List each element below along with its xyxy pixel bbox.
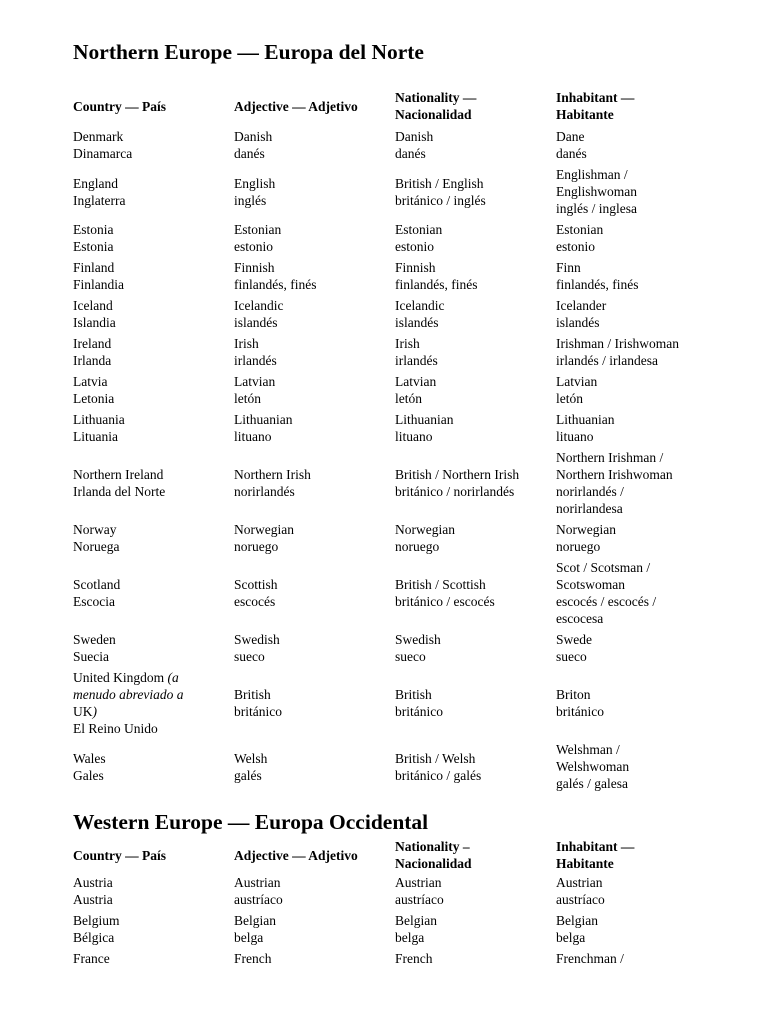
country-line: Austria [73, 892, 113, 907]
country-line: Austria [73, 875, 113, 890]
country-line: Scotland [73, 577, 121, 592]
table-header-row [73, 838, 753, 872]
nationality-line: Austrian [395, 875, 442, 890]
inhabitant-line: Frenchman / [556, 951, 624, 966]
cell-nationality [395, 557, 556, 629]
table-row [73, 164, 753, 219]
cell-inhabitant [556, 257, 753, 295]
inhabitant-line: Latvian [556, 374, 598, 389]
nationality-line: finlandés, finés [395, 277, 478, 292]
cell-nationality [395, 519, 556, 557]
cell-inhabitant [556, 739, 753, 794]
adjective-line: English [234, 175, 276, 191]
cell-inhabitant [556, 409, 753, 447]
country-line: Irlanda [73, 353, 112, 368]
table-row [73, 667, 753, 739]
cell-inhabitant [556, 557, 753, 629]
inhabitant-line: norirlandesa [556, 501, 623, 516]
cell-adjective [234, 295, 395, 333]
inhabitant-line: escocés / escocés / [556, 594, 657, 609]
header-nationality [395, 86, 556, 126]
cell-country [73, 948, 234, 969]
inhabitant-line: inglés / inglesa [556, 201, 637, 216]
nationality-line: British [395, 687, 432, 702]
country-line: Gales [73, 767, 104, 783]
header-country [73, 838, 234, 872]
country-line: Letonia [73, 391, 115, 406]
cell-nationality [395, 629, 556, 667]
cell-adjective [234, 409, 395, 447]
nationality-line: British / Northern Irish [395, 467, 520, 482]
country-line: Bélgica [73, 930, 115, 945]
cell-nationality [395, 667, 556, 739]
inhabitant-line: islandés [556, 315, 600, 330]
adjective-line: Swedish [234, 632, 280, 647]
section-western-europe [73, 812, 753, 969]
cell-adjective [234, 371, 395, 409]
cell-adjective [234, 948, 395, 969]
country-line: Estonia [73, 222, 114, 237]
cell-country [73, 371, 234, 409]
cell-country [73, 910, 234, 948]
cell-country [73, 557, 234, 629]
inhabitant-line: Welshwoman [556, 759, 630, 774]
cell-country [73, 219, 234, 257]
cell-country [73, 409, 234, 447]
nationality-line: noruego [395, 539, 440, 554]
nationality-line: estonio [395, 239, 434, 254]
adjective-line: norirlandés [234, 484, 295, 499]
cell-country [73, 629, 234, 667]
country-line: France [73, 951, 110, 966]
table-row [73, 371, 753, 409]
nationality-line: Norwegian [395, 522, 455, 537]
adjective-line: estonio [234, 239, 273, 254]
table-row [73, 333, 753, 371]
cell-inhabitant [556, 126, 753, 164]
table-row [73, 872, 753, 910]
adjective-line: letón [234, 391, 261, 406]
nationality-line: Icelandic [395, 298, 445, 313]
inhabitant-line: norirlandés / [556, 484, 624, 499]
adjective-line: sueco [234, 649, 265, 664]
cell-nationality [395, 872, 556, 910]
nationality-line: Estonian [395, 222, 443, 237]
header-line: Nationality – [395, 839, 470, 854]
section-title: Northern Europe — Europa del Norte [73, 40, 424, 64]
nationality-line: británico [395, 704, 443, 719]
country-line: Islandia [73, 315, 116, 330]
adjective-line: Austrian [234, 875, 281, 890]
nationality-line: islandés [395, 315, 439, 330]
country-line: England [73, 175, 118, 191]
nationality-line: británico / norirlandés [395, 484, 515, 499]
adjective-line: Norwegian [234, 522, 294, 537]
cell-inhabitant [556, 447, 753, 519]
cell-country [73, 519, 234, 557]
inhabitant-line: Icelander [556, 298, 607, 313]
nationality-line: Irish [395, 336, 420, 351]
section-northern-europe [73, 42, 753, 794]
adjective-line: escocés [234, 594, 276, 609]
nationality-line: British / English [395, 175, 484, 191]
cell-inhabitant [556, 371, 753, 409]
inhabitant-line: Welshman / [556, 742, 620, 757]
country-line: Lithuania [73, 412, 125, 427]
header-nationality [395, 838, 556, 872]
country-line: Belgium [73, 913, 120, 928]
nationality-line: danés [395, 146, 426, 161]
inhabitant-line: Swede [556, 632, 592, 647]
inhabitant-line: Irishman / Irishwoman [556, 336, 679, 351]
cell-inhabitant [556, 219, 753, 257]
cell-country [73, 872, 234, 910]
country-line: Estonia [73, 239, 114, 254]
cell-country [73, 257, 234, 295]
inhabitant-line: belga [556, 930, 586, 945]
adjective-line: Irish [234, 336, 259, 351]
cell-inhabitant [556, 872, 753, 910]
header-line: Country — País [73, 98, 167, 114]
country-abbreviation: UK [73, 704, 93, 719]
cell-adjective [234, 872, 395, 910]
country-line: Dinamarca [73, 146, 133, 161]
header-line: Habitante [556, 856, 614, 871]
cell-adjective [234, 164, 395, 219]
cell-country [73, 739, 234, 794]
inhabitant-line: Estonian [556, 222, 604, 237]
adjective-line: Scottish [234, 577, 278, 592]
cell-inhabitant [556, 295, 753, 333]
country-line: Norway [73, 522, 117, 537]
table-row [73, 948, 753, 969]
inhabitant-line: galés / galesa [556, 776, 628, 791]
header-adjective [234, 838, 395, 872]
table-row [73, 447, 753, 519]
nationality-line: Lithuanian [395, 412, 454, 427]
adjective-line: irlandés [234, 353, 277, 368]
cell-inhabitant [556, 667, 753, 739]
inhabitant-line: Northern Irishman / [556, 450, 664, 465]
adjective-line: danés [234, 146, 265, 161]
cell-nationality [395, 948, 556, 969]
country-note: (a [167, 670, 179, 685]
adjective-line: finlandés, finés [234, 277, 317, 292]
inhabitant-line: Finn [556, 260, 581, 275]
inhabitant-line: irlandés / irlandesa [556, 353, 658, 368]
inhabitant-line: Dane [556, 129, 585, 144]
inhabitant-line: lituano [556, 429, 594, 444]
country-spanish: El Reino Unido [73, 721, 158, 736]
inhabitant-line: Lithuanian [556, 412, 615, 427]
cell-inhabitant [556, 910, 753, 948]
cell-adjective [234, 333, 395, 371]
inhabitant-line: británico [556, 704, 604, 719]
inhabitant-line: Scotswoman [556, 577, 625, 592]
cell-inhabitant [556, 333, 753, 371]
inhabitant-line: escocesa [556, 611, 604, 626]
cell-nationality [395, 219, 556, 257]
table-header-row [73, 86, 753, 126]
cell-nationality [395, 371, 556, 409]
adjective-line: británico [234, 704, 282, 719]
cell-adjective [234, 667, 395, 739]
country-line: Finland [73, 260, 115, 275]
header-line: Country — País [73, 847, 167, 863]
table-row [73, 557, 753, 629]
section-title: Western Europe — Europa Occidental [73, 810, 429, 834]
inhabitant-line: austríaco [556, 892, 605, 907]
cell-nationality [395, 910, 556, 948]
cell-nationality [395, 295, 556, 333]
cell-adjective [234, 519, 395, 557]
country-note-line [73, 686, 234, 703]
country-line: Inglaterra [73, 192, 126, 208]
cell-nationality [395, 409, 556, 447]
adjective-line: islandés [234, 315, 278, 330]
cell-country [73, 126, 234, 164]
inhabitant-line: Belgian [556, 913, 598, 928]
country-line: Irlanda del Norte [73, 484, 166, 499]
cell-country [73, 164, 234, 219]
table-row [73, 519, 753, 557]
adjective-line: Finnish [234, 260, 275, 275]
adjective-line: British [234, 687, 271, 702]
inhabitant-line: danés [556, 146, 587, 161]
header-line: Habitante [556, 107, 614, 122]
country-line: Iceland [73, 298, 113, 313]
table-row [73, 295, 753, 333]
inhabitant-line: Scot / Scotsman / [556, 560, 651, 575]
cell-country [73, 333, 234, 371]
inhabitant-line: estonio [556, 239, 595, 254]
adjective-line: Belgian [234, 913, 276, 928]
header-line: Adjective — Adjetivo [234, 98, 358, 114]
cell-nationality [395, 164, 556, 219]
table-row [73, 910, 753, 948]
adjective-line: Danish [234, 129, 273, 144]
country-line: Suecia [73, 649, 109, 664]
adjective-line: Estonian [234, 222, 282, 237]
adjective-line: Welsh [234, 750, 268, 766]
cell-country [73, 667, 234, 739]
cell-country [73, 447, 234, 519]
inhabitant-line: Briton [556, 687, 591, 702]
nationality-line: letón [395, 391, 422, 406]
inhabitant-line: Austrian [556, 875, 603, 890]
cell-nationality [395, 257, 556, 295]
country-line [73, 669, 234, 686]
nationality-line: Finnish [395, 260, 436, 275]
cell-inhabitant [556, 164, 753, 219]
cell-adjective [234, 257, 395, 295]
adjective-line: Northern Irish [234, 467, 311, 482]
inhabitant-line: Englishwoman [556, 184, 637, 199]
nationality-table [73, 838, 753, 969]
table-row [73, 219, 753, 257]
country-line: Sweden [73, 632, 116, 647]
inhabitant-line: finlandés, finés [556, 277, 639, 292]
nationality-line: British / Scottish [395, 577, 486, 592]
header-line: Nacionalidad [395, 107, 472, 122]
cell-adjective [234, 910, 395, 948]
country-note-line [73, 703, 234, 720]
nationality-line: French [395, 951, 433, 966]
nationality-table [73, 86, 753, 794]
nationality-line: irlandés [395, 353, 438, 368]
table-row [73, 739, 753, 794]
header-inhabitant [556, 86, 753, 126]
cell-inhabitant [556, 948, 753, 969]
country-line: Finlandia [73, 277, 124, 292]
country-line: Wales [73, 750, 106, 766]
cell-nationality [395, 739, 556, 794]
header-inhabitant [556, 838, 753, 872]
table-row [73, 257, 753, 295]
adjective-line: austríaco [234, 892, 283, 907]
table-row [73, 409, 753, 447]
adjective-line: galés [234, 767, 262, 783]
adjective-line: French [234, 951, 272, 966]
header-country [73, 86, 234, 126]
nationality-line: Danish [395, 129, 434, 144]
nationality-line: austríaco [395, 892, 444, 907]
header-adjective [234, 86, 395, 126]
nationality-line: Belgian [395, 913, 437, 928]
cell-adjective [234, 447, 395, 519]
inhabitant-line: letón [556, 391, 583, 406]
nationality-line: lituano [395, 429, 433, 444]
header-line: Nationality — [395, 90, 477, 105]
adjective-line: Lithuanian [234, 412, 293, 427]
cell-adjective [234, 219, 395, 257]
adjective-line: lituano [234, 429, 272, 444]
nationality-line: Swedish [395, 632, 441, 647]
country-line: Ireland [73, 336, 112, 351]
cell-adjective [234, 629, 395, 667]
nationality-line: británico / escocés [395, 594, 495, 609]
header-line: Nacionalidad [395, 856, 472, 871]
cell-nationality [395, 333, 556, 371]
nationality-line: británico / galés [395, 767, 482, 783]
country-line: Lituania [73, 429, 118, 444]
adjective-line: noruego [234, 539, 279, 554]
cell-inhabitant [556, 629, 753, 667]
adjective-line: Latvian [234, 374, 276, 389]
country-line: Noruega [73, 539, 120, 554]
table-row [73, 126, 753, 164]
nationality-line: británico / inglés [395, 192, 486, 208]
nationality-line: Latvian [395, 374, 437, 389]
country-note: ) [92, 704, 97, 719]
inhabitant-line: sueco [556, 649, 587, 664]
cell-adjective [234, 739, 395, 794]
inhabitant-line: Norwegian [556, 522, 616, 537]
country-name: United Kingdom [73, 670, 165, 685]
nationality-line: British / Welsh [395, 750, 476, 766]
country-note: menudo abreviado a [73, 687, 184, 702]
country-line: Escocia [73, 594, 115, 609]
inhabitant-line: Northern Irishwoman [556, 467, 673, 482]
header-line: Inhabitant — [556, 839, 635, 854]
cell-inhabitant [556, 519, 753, 557]
cell-nationality [395, 447, 556, 519]
header-line: Adjective — Adjetivo [234, 847, 358, 863]
country-line: Northern Ireland [73, 467, 164, 482]
inhabitant-line: Englishman / [556, 167, 628, 182]
table-row [73, 629, 753, 667]
inhabitant-line: noruego [556, 539, 601, 554]
cell-country [73, 295, 234, 333]
cell-adjective [234, 126, 395, 164]
adjective-line: Icelandic [234, 298, 284, 313]
nationality-line: belga [395, 930, 425, 945]
header-line: Inhabitant — [556, 90, 635, 105]
country-line: Latvia [73, 374, 108, 389]
country-line: Denmark [73, 129, 124, 144]
adjective-line: belga [234, 930, 264, 945]
nationality-line: sueco [395, 649, 426, 664]
cell-nationality [395, 126, 556, 164]
adjective-line: inglés [234, 192, 267, 208]
cell-adjective [234, 557, 395, 629]
